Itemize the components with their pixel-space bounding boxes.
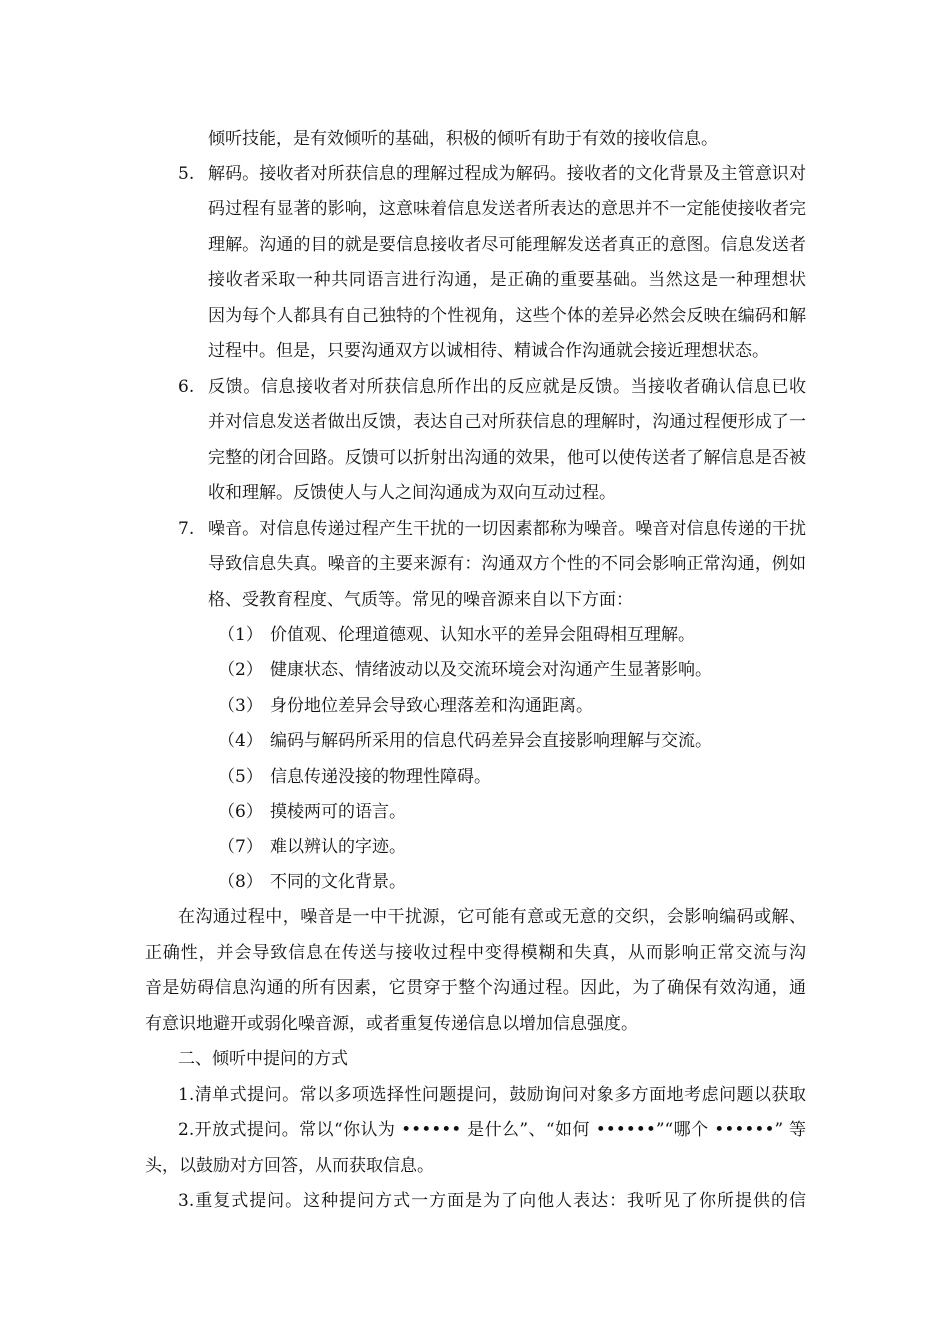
item-line: 理解。沟通的目的就是要信息接收者尽可能理解发送者真正的意图。信息发送者: [208, 235, 806, 255]
sub-item-text: 难以辨认的字迹。: [270, 837, 406, 857]
sub-item-number: （4）: [218, 731, 263, 751]
item-number: 6.: [178, 377, 195, 397]
paragraph-line: 头，以鼓励对方回答，从而获取信息。: [145, 1156, 434, 1176]
sub-item-number: （5）: [218, 767, 263, 787]
item-line: 收和理解。反馈使人与人之间沟通成为双向互动过程。: [208, 483, 616, 503]
item-line: 格、受教育程度、气质等。常见的噪音源来自以下方面：: [208, 590, 633, 610]
paragraph-line: 有意识地避开或弱化噪音源，或者重复传递信息以增加信息强度。: [145, 1014, 638, 1034]
sub-item-number: （2）: [218, 660, 263, 680]
item-number: 7.: [178, 519, 195, 539]
item-line: 过程中。但是，只要沟通双方以诚相待、精诚合作沟通就会接近理想状态。: [208, 341, 769, 361]
item-line: 解码。接收者对所获信息的理解过程成为解码。接收者的文化背景及主管意识对: [208, 164, 806, 184]
item-line: 噪音。对信息传递过程产生干扰的一切因素都称为噪音。噪音对信息传递的干扰: [208, 519, 806, 539]
paragraph-line: 正确性，并会导致信息在传送与接收过程中变得模糊和失真，从而影响正常交流与沟: [145, 943, 806, 963]
item-line: 因为每个人都具有自己独特的个性视角，这些个体的差异必然会反映在编码和解: [208, 306, 806, 326]
sub-item-number: （8）: [218, 872, 263, 892]
paragraph-line: 1.清单式提问。常以多项选择性问题提问，鼓励询问对象多方面地考虑问题以获取: [178, 1085, 806, 1105]
intro-line: 倾听技能，是有效倾听的基础，积极的倾听有助于有效的接收信息。: [208, 129, 718, 149]
sub-item-text: 健康状态、情绪波动以及交流环境会对沟通产生显著影响。: [270, 660, 712, 680]
section-heading: 二、倾听中提问的方式: [178, 1049, 348, 1069]
item-line: 导致信息失真。噪音的主要来源有：沟通双方个性的不同会影响正常沟通，例如: [208, 554, 806, 574]
paragraph-line: 在沟通过程中，噪音是一中干扰源，它可能有意或无意的交织，会影响编码或解、: [178, 907, 806, 927]
sub-item-text: 编码与解码所采用的信息代码差异会直接影响理解与交流。: [270, 731, 712, 751]
sub-item-number: （6）: [218, 802, 263, 822]
sub-item-text: 身份地位差异会导致心理落差和沟通距离。: [270, 696, 593, 716]
paragraph-line: 2.开放式提问。常以“你认为 •••••• 是什么”、“如何 ••••••”“哪个 ••••••” 等: [178, 1120, 806, 1140]
sub-item-text: 摸棱两可的语言。: [270, 802, 406, 822]
sub-item-text: 价值观、伦理道德观、认知水平的差异会阻碍相互理解。: [270, 625, 695, 645]
paragraph-line: 音是妨碍信息沟通的所有因素，它贯穿于整个沟通过程。因此，为了确保有效沟通，通: [145, 978, 806, 998]
sub-item-number: （3）: [218, 696, 263, 716]
sub-item-number: （7）: [218, 837, 263, 857]
paragraph-line: 3.重复式提问。这种提问方式一方面是为了向他人表达：我听见了你所提供的信: [178, 1191, 806, 1211]
item-line: 码过程有显著的影响，这意味着信息发送者所表达的意思并不一定能使接收者完: [208, 199, 806, 219]
item-line: 反馈。信息接收者对所获信息所作出的反应就是反馈。当接收者确认信息已收: [208, 377, 806, 397]
item-number: 5.: [178, 164, 195, 184]
sub-item-text: 信息传递没接的物理性障碍。: [270, 767, 491, 787]
sub-item-text: 不同的文化背景。: [270, 872, 406, 892]
sub-item-number: （1）: [218, 625, 263, 645]
item-line: 并对信息发送者做出反馈，表达自己对所获信息的理解时，沟通过程便形成了一: [208, 412, 806, 432]
item-line: 接收者采取一种共同语言进行沟通，是正确的重要基础。当然这是一种理想状: [208, 270, 806, 290]
item-line: 完整的闭合回路。反馈可以折射出沟通的效果，他可以使传送者了解信息是否被: [208, 448, 806, 468]
